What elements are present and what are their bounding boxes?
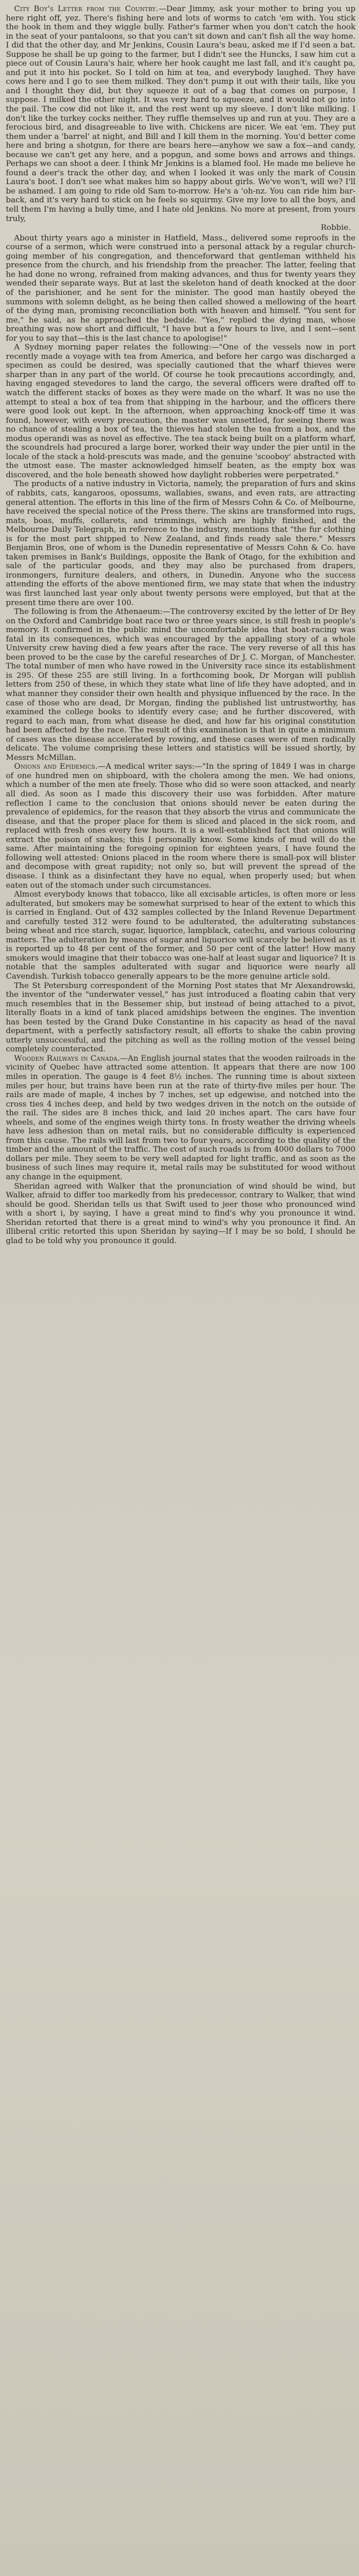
article-heading: City Boy's Letter from the Country. [14,5,159,13]
article-body: About thirty years ago a minister in Hatfield, Mass., delivered some reproofs in the course of a sermon, which were construed into a personal attack by a regular church-going member of his congregation, and thenceforward that gentleman withheld his presence from the church, and his friendship from the preacher. The latter, feeling that he had done no wrong, refrained from making advances, and thus for twenty years they wended their separate ways. But at last the skeleton hand of death knocked at the door of the parishioner, and he sent for the minister. The good man hastily obeyed the summons with solemn delight, as he being then called showed a mellowing of the heart of the dying man, promising reconciliation both with heaven and himself. "You sent for me," he said, as he approached the bedside. "Yes," replied the dying man, whose breathing was now short and difficult, "I have but a few hours to live, and I sent—sent for you to say that—this is the last chance to apologise!" [6,233,355,343]
article-city-boys-letter [6,5,355,223]
article-hatfield-minister [6,234,355,344]
article-heading: Wooden Railways in Canada. [14,1054,120,1063]
article-victoria-fur-industry [6,480,355,607]
article-body: A Sydney morning paper relates the following:—"One of the vessels now in port recently made a voyage with tea from America, and before her cargo was discharged a specimen as could be desired, was specially cautioned that the wharf thieves were sharper than in any part of the world. Of course he took precautions accordingly, and, having engaged stevedores to land the cargo, the several officers were drafted off to watch the different stacks of boxes as they were made on the wharf. It was no use the attempt to steal a box of tea from that shipping in the harbour, and the officers there were good look out kept. In the afternoon, when approaching knock-off time it was found, however, with every precaution, the master was unsettled, for seeing there was no chance of stealing a box of tea, the thieves had stolen the tea from a box, and the modus operandi was as novel as effective. The tea stack being built on a platform wharf, the scoundrels had procured a large borer, worked their way under the pier until in the locale of the stack a hold-prescuts was made, and the genuine 'scooboy' abstracted with the utmost ease. The master acknowledged himself beaten, as the empty box was discovered, and the hole beneath showed how daylight robberies were perpetrated." [6,343,355,480]
article-wooden-railways [6,1054,355,1182]
article-signature: Robbie. [320,223,351,233]
article-onions-epidemics [6,762,355,890]
article-body: —A medical writer says:—"In the spring of 1849 I was in charge of one hundred men on shipboard, with the cholera among the men. We had onions, which a number of the men ate freely. Those who did so were soon attacked, and nearly all died. As soon as I made this discovery their use was forbidden. After mature reflection I came to the conclusion that onions should never be eaten during the prevalence of epidemics, for the reason that they absorb the virus and communicate the disease, and that the proper place for them is sliced and placed in the sick room, and replaced with fresh ones every few hours. It is a well-established fact that onions will extract the poison of snakes; this I personally know. Some kinds of mud will do the same. After maintaining the foregoing opinion for eighteen years, I have found the following well attested: Onions placed in the room where there is small-pox will blister and decompose with great rapidity; not only so, but will prevent the spread of the disease. I think as a disinfectant they have no equal, when properly used; but when eaten out of the stomach under such circumstances. [6,762,355,890]
article-heading: Onions and Epidemics. [14,762,98,772]
article-body: The St Petersburg correspondent of the Morning Post states that Mr Alexandrowski, the inventor of the "underwater vessel," has just introduced a floating cabin that very much resembles that in the Bessemer ship, but instead of being attached to a pivot, literally floats in a kind of tank placed amidships between the engines. The invention has been tested by the Grand Duke Constantine in his capacity as head of the naval department, with a perfectly satisfactory result, all efforts to shake the cabin proving utterly unsuccessful, and the pitching as well as the rolling motion of the vessel being completely counteracted. [6,981,355,1054]
article-sydney-tea-thieves [6,343,355,480]
article-pronunciation-wind [6,1182,355,1246]
article-body: —Dear Jimmy, ask your mother to bring you up here right off, yez. There's fishing here and lots of worms to catch 'em with. You stick the hook in them and they wiggle bully. Father's farmer when you don't catch the hook in the seat of your pantaloons, so that you can't sit down and can't fish all the way home. I did that the other day, and Mr Jenkins, Cousin Laura's beau, asked me if I'd seen a bat. Suppose he shall be up going to the farmer, but I didn't see the Huncks, I saw him cut a piece out of Cousin Laura's hair, where her hook caught me last fall, and it's caught pa, and put it into his pocket. So I told on him at tea, and everybody laughed. They have cows here and I go to see them milked. They don't pump it out with their tails, like you and I thought they did, but they squeeze it out of a bag that comes on purpose, I suppose. I milked the other night. It was very hard to squeeze, and it would not go into the pail. The cow did not like it, and the rest went up my sleeve. I don't like milking. I don't like the turkey cocks neither. They ruffle themselves up and run at you. They are a ferocious bird, and disagreeable to live with. Chickens are nicer. We eat 'em. They put them under a 'barrel' at night, and Bill and I kill them in the morning. You'd better come here and bring a shotgun, for there are bears here—anyhow we saw a fox—and candy, because we can't get any here, and a popgun, and some bows and arrows and things. Perhaps we can shoot a deer. I think Mr Jenkins is a blamed fool. He made me believe he found a deer's track the other day, and when I looked it was only the mark of Cousin Laura's boot. I don't see what makes him so happy about girls. We've won't, will we? I'll be ashamed. I am going to ride old Sam to-morrow. He's a 'oh-nz. You can ride him bar-back, and it's very hard to stick on he feels so squirmy. Give my love to all the boys, and tell them I'm having a bully time, and I hate old Jenkins. No more at present, from yours truly, [6,5,355,223]
article-body: The products of a native industry in Victoria, namely, the preparation of furs and skins of rabbits, cats, kangaroos, opossums, wallabies, swans, and even rats, are attracting general attention. The efforts in this line of the firm of Messrs Cohn & Co. of Melbourne, have received the special notice of the Press there. The skins are transformed into rugs, mats, boas, muffs, collarets, and trimmings, which are highly finished, and the Melbourne Daily Telegraph, in reference to the industry, mentions that "the fur clothing is for the most part shipped to New Zealand, and finds ready sale there." Messrs Benjamin Bros, one of whom is the Dunedin representative of Messrs Cohn & Co. have taken premises in Bank's Buildings, opposite the Bank of Otago, for the exhibition and sale of the particular goods, and they may also be purchased from drapers, ironmongers, furniture dealers, and others, in Dunedin. Anyone who the success attending the efforts of the above mentioned firm, we may state that when the industry was first launched last year only about twenty persons were employed, but that at the present time there are over 100. [6,480,355,607]
article-body: The following is from the Athenaeum:—The controversy excited by the letter of Dr Bey on the Oxford and Cambridge boat race two or three years since, is still fresh in people's memory. It confirmed in the public mind the uncomfortable idea that boat-racing was fatal in its consequences, which was encouraged by the appalling story of a whole University crew having died a few years after the race. The very reverse of all this has been proved to be the case by the careful researches of Dr J. C. Morgan, of Manchester. The total number of men who have rowed in the University race since its establishment is 295. Of these 255 are still living. In a forthcoming book, Dr Morgan will publish letters from 250 of these, in which they state what line of life they have adopted, and in what manner they consider their own health and physique influenced by the race. In the case of those who are dead, Dr Morgan, finding the published list untrustworthy, has examined the college books to identify every case; and he further discovered, with regard to each man, from what disease he died, and how far his original constitution had been affected by the race. The result of this examination is that in quite a minimum of cases was the disease accelerated by rowing, and these cases were of men radically delicate. The volume comprising these letters and statistics will be issued shortly, by Messrs McMillan. [6,607,355,762]
article-body: Sheridan agreed with Walker that the pronunciation of wind should be wind, but Walker, afraid to differ too markedly from his predecessor, contrary to Walker, that wind should be good. Sheridan tells us that Swift used to jeer those who pronounced wind with a short i, by saying, I have a great mind to find's why you pronounce it wind. Sheridan retorted that there is a great mind to wind's why you pronounce it find. An illiberal critic retorted this upon Sheridan by saying—If I may be so bold, I should be glad to be told why you pronounce it gould. [6,1182,355,1245]
article-body: Almost everybody knows that tobacco, like all excisable articles, is often more or less adulterated, but smokers may be somewhat surprised to hear of the extent to which this is carried in England. Out of 432 samples collected by the Inland Revenue Department and carefully tested 312 were found to be adulterated, the adulterating substances being wheat and rice starch, sugar, liquorice, lampblack, catechu, and various colouring matters. The adulteration by means of sugar and liquorice will scarcely be believed as it is reported up to 48 per cent of the former, and 50 per cent of the latter! How many smokers would imagine that their tobacco was one-half at least sugar and liquorice? It is notable that the samples adulterated with sugar and liquorice were nearly all Cavendish. Turkish tobacco generally appears to be the more genuine article sold. [6,890,355,981]
article-boat-race-health [6,607,355,762]
article-tobacco-adulteration [6,890,355,981]
article-floating-cabin [6,982,355,1054]
article-body: —An English journal states that the wooden railroads in the vicinity of Quebec have attracted some attention. It appears that there are now 100 miles in operation. The gauge is 4 feet 8½ inches. The running time is about sixteen miles per hour, but trains have been run at the rate of thirty-five miles per hour. The rails are made of maple, 4 inches by 7 inches, set up edgewise, and notched into the cross ties 4 inches deep, and held by two wedges driven in the notch on the outside of the rail. The sides are 8 inches thick, and laid 20 inches apart. The cars have four wheels, and some of the engines weigh thirty tons. In frosty weather the driving wheels have less adhesion than on metal rails, but no considerable difficulty is experienced from this cause. The rails will last from two to four years, according to the quality of the timber and the amount of the traffic. The cost of such roads is from 4000 dollars to 7000 dollars per mile. They seem to be very well adapted for light traffic, and as soon as the business of such lines may require it, metal rails may be substituted for wood without any change in the equipment. [6,1054,355,1182]
